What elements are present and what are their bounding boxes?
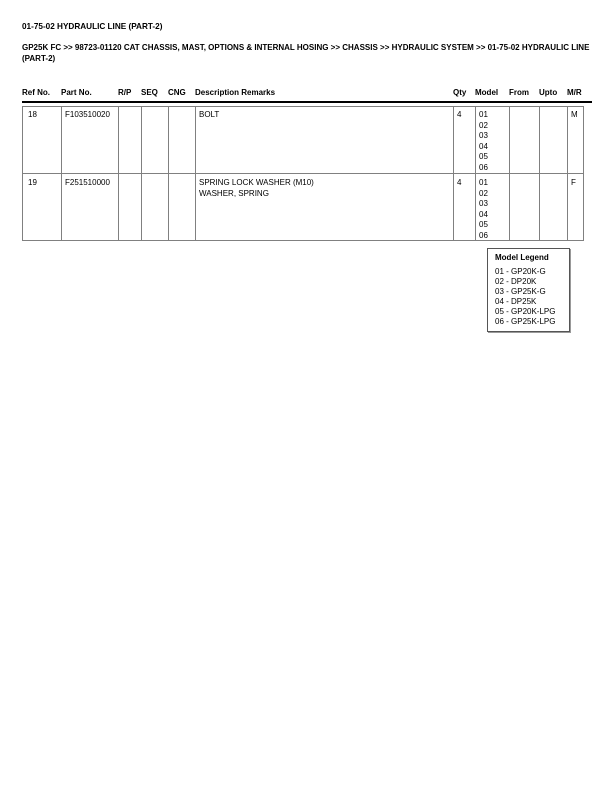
column-divider	[567, 174, 568, 240]
column-header-rp: R/P	[118, 88, 132, 97]
column-divider	[141, 174, 142, 240]
page-title: 01-75-02 HYDRAULIC LINE (PART-2)	[22, 22, 163, 31]
model-code: 06	[479, 162, 488, 172]
column-divider	[539, 174, 540, 240]
model-legend-item: 02 - DP20K	[495, 277, 537, 286]
model-legend-item: 05 - GP20K-LPG	[495, 307, 556, 316]
column-header-part-no: Part No.	[61, 88, 92, 97]
column-header-seq: SEQ	[141, 88, 158, 97]
model-code: 01	[479, 178, 488, 187]
column-header-model: Model	[475, 88, 499, 97]
qty-cell: 4	[457, 110, 462, 119]
column-divider	[141, 107, 142, 173]
column-divider	[195, 174, 196, 240]
model-legend-item: 01 - GP20K-G	[495, 267, 546, 276]
column-divider	[61, 174, 62, 240]
mr-cell: F	[571, 178, 576, 187]
column-header-from: From	[509, 88, 529, 97]
remarks-line: WASHER, SPRING	[199, 188, 269, 198]
column-divider	[453, 174, 454, 240]
model-legend-item: 06 - GP25K-LPG	[495, 317, 556, 326]
model-legend-title: Model Legend	[495, 253, 549, 262]
model-code: 04	[479, 209, 488, 219]
part-no-cell: F103510020	[65, 110, 110, 119]
column-divider	[453, 107, 454, 173]
model-code: 03	[479, 131, 488, 140]
column-divider	[475, 174, 476, 240]
column-header-mr: M/R	[567, 88, 582, 97]
ref-no-cell: 19	[28, 178, 37, 187]
column-divider	[168, 107, 169, 173]
description-line: SPRING LOCK WASHER (M10)	[199, 178, 314, 187]
ref-no-cell: 18	[28, 110, 37, 119]
column-header-qty: Qty	[453, 88, 467, 97]
column-divider	[61, 107, 62, 173]
column-divider	[118, 107, 119, 173]
column-header-ref-no: Ref No.	[22, 88, 50, 97]
model-legend	[487, 248, 570, 332]
qty-cell: 4	[457, 178, 462, 187]
description-cell: BOLT	[199, 110, 220, 119]
column-header-cng: CNG	[168, 88, 186, 97]
breadcrumb: GP25K FC >> 98723-01120 CAT CHASSIS, MAST, OPTIONS & INTERNAL HOSING >> CHASSIS >> HYDRAULIC SYSTEM >> 01-75-02 HYDRAULIC LINE (PART-2)	[22, 43, 590, 63]
column-divider	[195, 107, 196, 173]
description-cell	[199, 178, 314, 199]
model-code: 03	[479, 199, 488, 208]
part-no-cell: F251510000	[65, 178, 110, 187]
model-legend-item: 03 - GP25K-G	[495, 287, 546, 296]
column-divider	[475, 107, 476, 173]
column-divider	[509, 107, 510, 173]
header-divider	[22, 101, 592, 103]
column-header-description: Description Remarks	[195, 88, 276, 97]
model-code: 06	[479, 230, 488, 240]
model-list	[479, 178, 488, 241]
column-header-upto: Upto	[539, 88, 558, 97]
column-divider	[509, 174, 510, 240]
model-code: 04	[479, 141, 488, 151]
column-divider	[539, 107, 540, 173]
model-code: 02	[479, 120, 488, 130]
column-divider	[567, 107, 568, 173]
column-divider	[168, 174, 169, 240]
model-code: 05	[479, 220, 488, 229]
model-legend-item: 04 - DP25K	[495, 297, 537, 306]
model-code: 05	[479, 152, 488, 161]
table-row	[22, 106, 584, 174]
table-row	[22, 173, 584, 241]
mr-cell: M	[571, 110, 578, 119]
model-code: 02	[479, 188, 488, 198]
model-list	[479, 110, 488, 173]
model-code: 01	[479, 110, 488, 119]
column-divider	[118, 174, 119, 240]
